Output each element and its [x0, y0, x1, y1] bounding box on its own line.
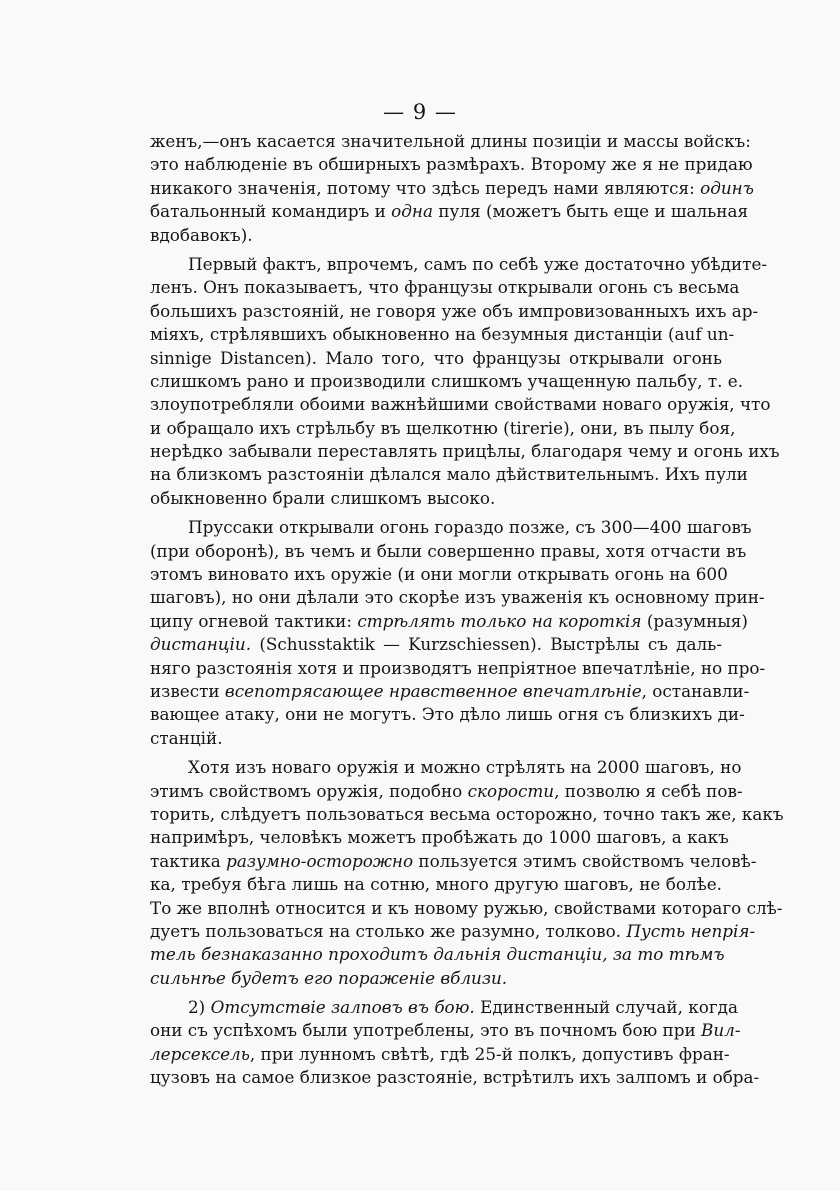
text-segment: Первый фактъ, впрочемъ, самъ по себѣ уже достаточно убѣдите- — [188, 253, 768, 274]
text-line — [150, 130, 751, 153]
text-segment: шаговъ), но они дѣлали это скорѣе изъ уваженія къ основному прин- — [150, 587, 765, 608]
italic-text: скорости — [467, 780, 555, 801]
text-segment: , при лунномъ свѣтѣ, гдѣ 25-й полкъ, допустивъ фран- — [249, 1043, 730, 1064]
text-line — [150, 200, 749, 223]
text-line — [150, 657, 766, 680]
text-line — [150, 300, 759, 323]
text-line — [150, 253, 768, 276]
text-line — [150, 586, 765, 609]
text-line — [150, 680, 750, 703]
text-line — [150, 417, 736, 440]
text-line — [150, 1019, 741, 1042]
text-segment: , останавли- — [641, 680, 750, 701]
text-segment: женъ,—онъ касается значительной длины позиціи и массы войскъ: — [150, 131, 751, 151]
text-line — [150, 873, 722, 896]
text-line — [150, 850, 757, 873]
text-line — [150, 756, 742, 779]
italic-text: лерсексель — [150, 1043, 250, 1064]
text-line — [150, 703, 745, 726]
text-line — [150, 153, 753, 176]
text-line — [150, 323, 735, 346]
text-line — [150, 347, 722, 370]
text-segment: ципу огневой тактики: — [150, 610, 358, 631]
italic-text: Вил- — [701, 1020, 741, 1041]
text-line — [150, 633, 722, 656]
text-segment: на близкомъ разстояніи дѣлался мало дѣйствительнымъ. Ихъ пули — [150, 464, 748, 485]
text-segment: извести — [150, 680, 225, 701]
text-segment: они съ успѣхомъ были употреблены, это въ почномъ бою при — [150, 1020, 701, 1041]
text-segment: дуетъ пользоваться на столько же разумно, толково. — [150, 920, 627, 941]
text-segment: вающее атаку, они не могутъ. Это дѣло лишь огня съ близкихъ ди- — [150, 704, 745, 725]
text-line — [150, 370, 744, 393]
text-segment: тактика — [150, 850, 227, 871]
italic-text: тель безнаказанно проходитъ дальнія дистанціи, за то тѣмъ — [150, 944, 725, 965]
text-line — [150, 780, 743, 803]
text-line — [150, 463, 748, 486]
text-line — [150, 487, 722, 510]
text-line — [150, 897, 783, 920]
page-number: — 9 — — [383, 100, 457, 124]
text-line — [150, 440, 780, 463]
text-line — [150, 803, 784, 826]
text-segment: большихъ разстояній, не говоря уже объ импровизованныхъ ихъ ар- — [150, 300, 759, 321]
text-line — [150, 563, 728, 586]
text-segment: напримѣръ, человѣкъ можетъ пробѣжать до 1000 шаговъ, а какъ — [150, 827, 729, 848]
text-segment: няго разстоянія хотя и производятъ непріятное впечатлѣніе, но про- — [150, 657, 766, 678]
text-segment: sinnige Distancen). Мало того, что французы открывали огонь — [150, 347, 722, 368]
italic-text: одинъ — [700, 177, 754, 198]
text-segment: этомъ виновато ихъ оружіе (и они могли открывать огонь на 600 — [150, 564, 728, 585]
text-segment: (при оборонѣ), въ чемъ и были совершенно правы, хотя отчасти въ — [150, 540, 747, 561]
text-line — [150, 540, 747, 563]
text-segment: никакого значенія, потому что здѣсь передъ нами являются: — [150, 177, 701, 198]
text-segment: ка, требуя бѣга лишь на сотню, много другую шаговъ, не болѣе. — [150, 874, 722, 895]
text-segment: это наблюденіе въ обширныхъ размѣрахъ. Второму же я не придаю — [150, 154, 753, 175]
text-line — [150, 177, 754, 200]
text-segment: станцій. — [150, 727, 223, 748]
text-segment: Хотя изъ новаго оружія и можно стрѣлять на 2000 шаговъ, но — [188, 757, 742, 778]
text-line — [150, 393, 771, 416]
body-text — [150, 130, 784, 1090]
text-segment: пуля (можетъ быть еще и шальная — [432, 201, 749, 222]
text-segment: злоупотребляли обоими важнѣйшими свойствами новаго оружія, что — [150, 394, 771, 415]
italic-text: стрѣлять только на короткія — [357, 610, 642, 631]
italic-text: дистанціи. — [150, 634, 252, 655]
text-line — [150, 967, 722, 990]
italic-text: разумно-осторожно — [226, 850, 414, 871]
text-segment: То же вполнѣ относится и къ новому ружью, свойствами котораго слѣ- — [150, 897, 783, 918]
text-line — [150, 826, 729, 849]
italic-text: одна — [391, 201, 433, 222]
text-segment: (Schusstaktik — Kurzschiessen). Выстрѣлы съ даль- — [251, 634, 722, 655]
text-segment: Пруссаки открывали огонь гораздо позже, съ 300—400 шаговъ — [188, 517, 752, 538]
text-segment: пользуется этимъ свойствомъ человѣ- — [413, 850, 757, 871]
text-segment: этимъ свойствомъ оружія, подобно — [150, 780, 468, 801]
text-segment: цузовъ на самое близкое разстояніе, встрѣтилъ ихъ залпомъ и обра- — [150, 1067, 760, 1088]
italic-text: всепотрясающее нравственное впечатлѣніе — [224, 680, 642, 701]
italic-text: Пусть непрія- — [626, 920, 756, 941]
text-line — [150, 224, 722, 247]
text-segment: Единственный случай, когда — [474, 997, 738, 1018]
text-line — [150, 727, 722, 750]
text-segment: обыкновенно брали слишкомъ высоко. — [150, 487, 496, 508]
text-segment: батальонный командиръ и — [150, 201, 392, 222]
text-segment: и обращало ихъ стрѣльбу въ щелкотню (tirerie), они, въ пылу боя, — [150, 417, 736, 438]
italic-text: сильнѣе будетъ его пораженіе вблизи. — [150, 967, 508, 988]
text-segment: нерѣдко забывали переставлять прицѣлы, благодаря чему и огонь ихъ — [150, 441, 780, 462]
text-line — [150, 996, 738, 1019]
text-segment: 2) — [188, 997, 211, 1018]
text-segment: торить, слѣдуетъ пользоваться весьма осторожно, точно такъ же, какъ — [150, 803, 784, 824]
text-segment: ленъ. Онъ показываетъ, что французы открывали огонь съ весьма — [150, 277, 740, 298]
text-segment: міяхъ, стрѣлявшихъ обыкновенно на безумныя дистанціи (auf un- — [150, 324, 735, 345]
text-segment: вдобавокъ). — [150, 224, 253, 245]
text-segment: (разумныя) — [641, 610, 748, 631]
text-line — [150, 610, 748, 633]
text-segment: слишкомъ рано и производили слишкомъ учащенную пальбу, т. е. — [150, 370, 744, 391]
text-line — [150, 276, 740, 299]
text-line — [150, 943, 725, 966]
text-line — [150, 1066, 760, 1089]
text-line — [150, 516, 752, 539]
text-segment: , позволю я себѣ пов- — [554, 780, 743, 801]
text-line — [150, 1043, 730, 1066]
italic-text: Отсутствіе залповъ въ бою. — [210, 997, 475, 1018]
text-line — [150, 920, 756, 943]
